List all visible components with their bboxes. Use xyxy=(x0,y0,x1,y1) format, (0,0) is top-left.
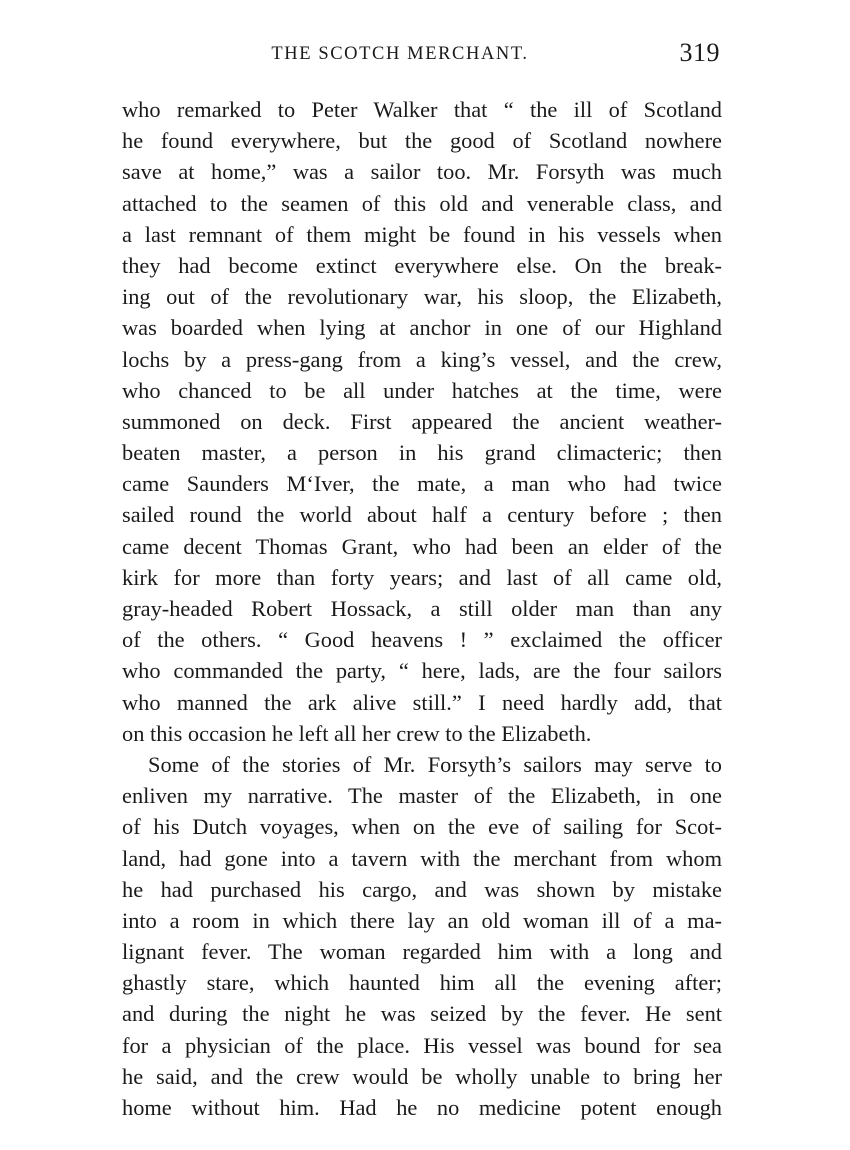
text-line: he found everywhere, but the good of Scotland nowhere xyxy=(122,128,722,154)
text-line: he had purchased his cargo, and was shown by mistake xyxy=(122,876,722,902)
text-line: who manned the ark alive still.” I need hardly add, that xyxy=(122,689,722,715)
text-line: a last remnant of them might be found in his vessels when xyxy=(122,221,722,247)
text-line: gray-headed Robert Hossack, a still older man than any xyxy=(122,596,722,621)
text-line: of his Dutch voyages, when on the eve of sailing for Scot- xyxy=(122,814,722,840)
text-line: lochs by a press-gang from a king’s vessel, and the crew, xyxy=(122,346,722,372)
text-line: and during the night he was seized by the fever. He sent xyxy=(122,1001,722,1027)
paragraph-start-line: Some of the stories of Mr. Forsyth’s sailors may serve to xyxy=(148,751,722,777)
text-line: enliven my narrative. The master of the Elizabeth, in one xyxy=(122,783,722,809)
text-line: of the others. “ Good heavens ! ” exclaimed the officer xyxy=(122,627,722,653)
text-line: lignant fever. The woman regarded him with a long and xyxy=(122,939,722,965)
text-line: into a room in which there lay an old woman ill of a ma- xyxy=(122,907,722,933)
body-text xyxy=(122,94,722,1123)
running-title: THE SCOTCH MERCHANT. xyxy=(271,44,529,64)
text-line: they had become extinct everywhere else. On the break- xyxy=(122,252,722,278)
text-line: summoned on deck. First appeared the ancient weather- xyxy=(122,408,722,434)
text-line: save at home,” was a sailor too. Mr. Forsyth was much xyxy=(122,159,722,185)
text-line: who commanded the party, “ here, lads, are the four sailors xyxy=(122,658,722,684)
running-head xyxy=(120,38,720,72)
text-line: ing out of the revolutionary war, his sloop, the Elizabeth, xyxy=(122,284,722,310)
text-line: for a physician of the place. His vessel was bound for sea xyxy=(122,1032,722,1058)
page-number: 319 xyxy=(679,38,720,67)
text-line: ghastly stare, which haunted him all the evening after; xyxy=(122,970,722,996)
text-line: he said, and the crew would be wholly unable to bring her xyxy=(122,1063,722,1089)
text-line: came decent Thomas Grant, who had been an elder of the xyxy=(122,533,722,559)
text-line: home without him. Had he no medicine potent enough xyxy=(122,1095,722,1120)
text-line: beaten master, a person in his grand climacteric; then xyxy=(122,440,722,466)
text-line: land, had gone into a tavern with the merchant from whom xyxy=(122,845,722,871)
text-line: kirk for more than forty years; and last of all came old, xyxy=(122,564,722,590)
text-line: sailed round the world about half a century before ; then xyxy=(122,502,722,528)
text-line: who chanced to be all under hatches at the time, were xyxy=(122,377,722,403)
text-line: attached to the seamen of this old and venerable class, and xyxy=(122,190,722,216)
text-line: who remarked to Peter Walker that “ the ill of Scotland xyxy=(122,97,722,122)
paragraph-end-line: on this occasion he left all her crew to the Elizabeth. xyxy=(122,720,592,746)
text-line: was boarded when lying at anchor in one of our Highland xyxy=(122,315,722,341)
text-line: came Saunders M‘Iver, the mate, a man who had twice xyxy=(122,471,722,497)
